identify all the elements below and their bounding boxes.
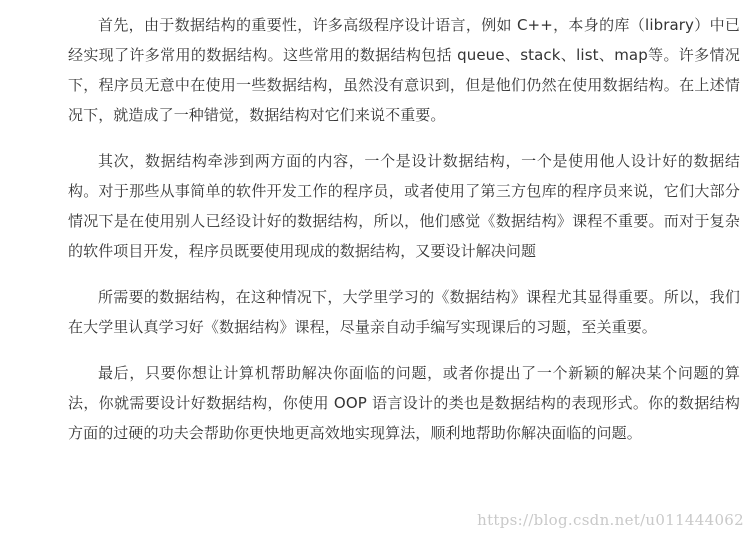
- paragraph-3: 所需要的数据结构，在这种情况下，大学里学习的《数据结构》课程尤其显得重要。所以，我们在大学里认真学习好《数据结构》课程，尽量亲自动手编写实现课后的习题，至关重要。: [68, 288, 740, 336]
- paragraph-1: 首先，由于数据结构的重要性，许多高级程序设计语言，例如 C++，本身的库（library）中已经实现了许多常用的数据结构。这些常用的数据结构包括 queue、stack、list、map等。许多情况下，程序员无意中在使用一些数据结构，虽然没有意识到，但是他们仍然在使用数据结构。在上述情况下，就造成了一种错觉，数据结构对它们来说不重要。: [68, 16, 740, 124]
- paragraph-4: 最后，只要你想让计算机帮助解决你面临的问题，或者你提出了一个新颖的解决某个问题的算法，你就需要设计好数据结构，你使用 OOP 语言设计的类也是数据结构的表现形式。你的数据结构方面的过硬的功夫会帮助你更快地更高效地实现算法，顺利地帮助你解决面临的问题。: [68, 364, 740, 442]
- article-body: [68, 10, 740, 448]
- paragraph-2: 其次，数据结构牵涉到两方面的内容，一个是设计数据结构，一个是使用他人设计好的数据结构。对于那些从事简单的软件开发工作的程序员，或者使用了第三方包库的程序员来说，它们大部分情况下是在使用别人已经设计好的数据结构，所以，他们感觉《数据结构》课程不重要。而对于复杂的软件项目开发，程序员既要使用现成的数据结构，又要设计解决问题: [68, 152, 740, 260]
- watermark-url: https://blog.csdn.net/u011444062: [477, 511, 744, 529]
